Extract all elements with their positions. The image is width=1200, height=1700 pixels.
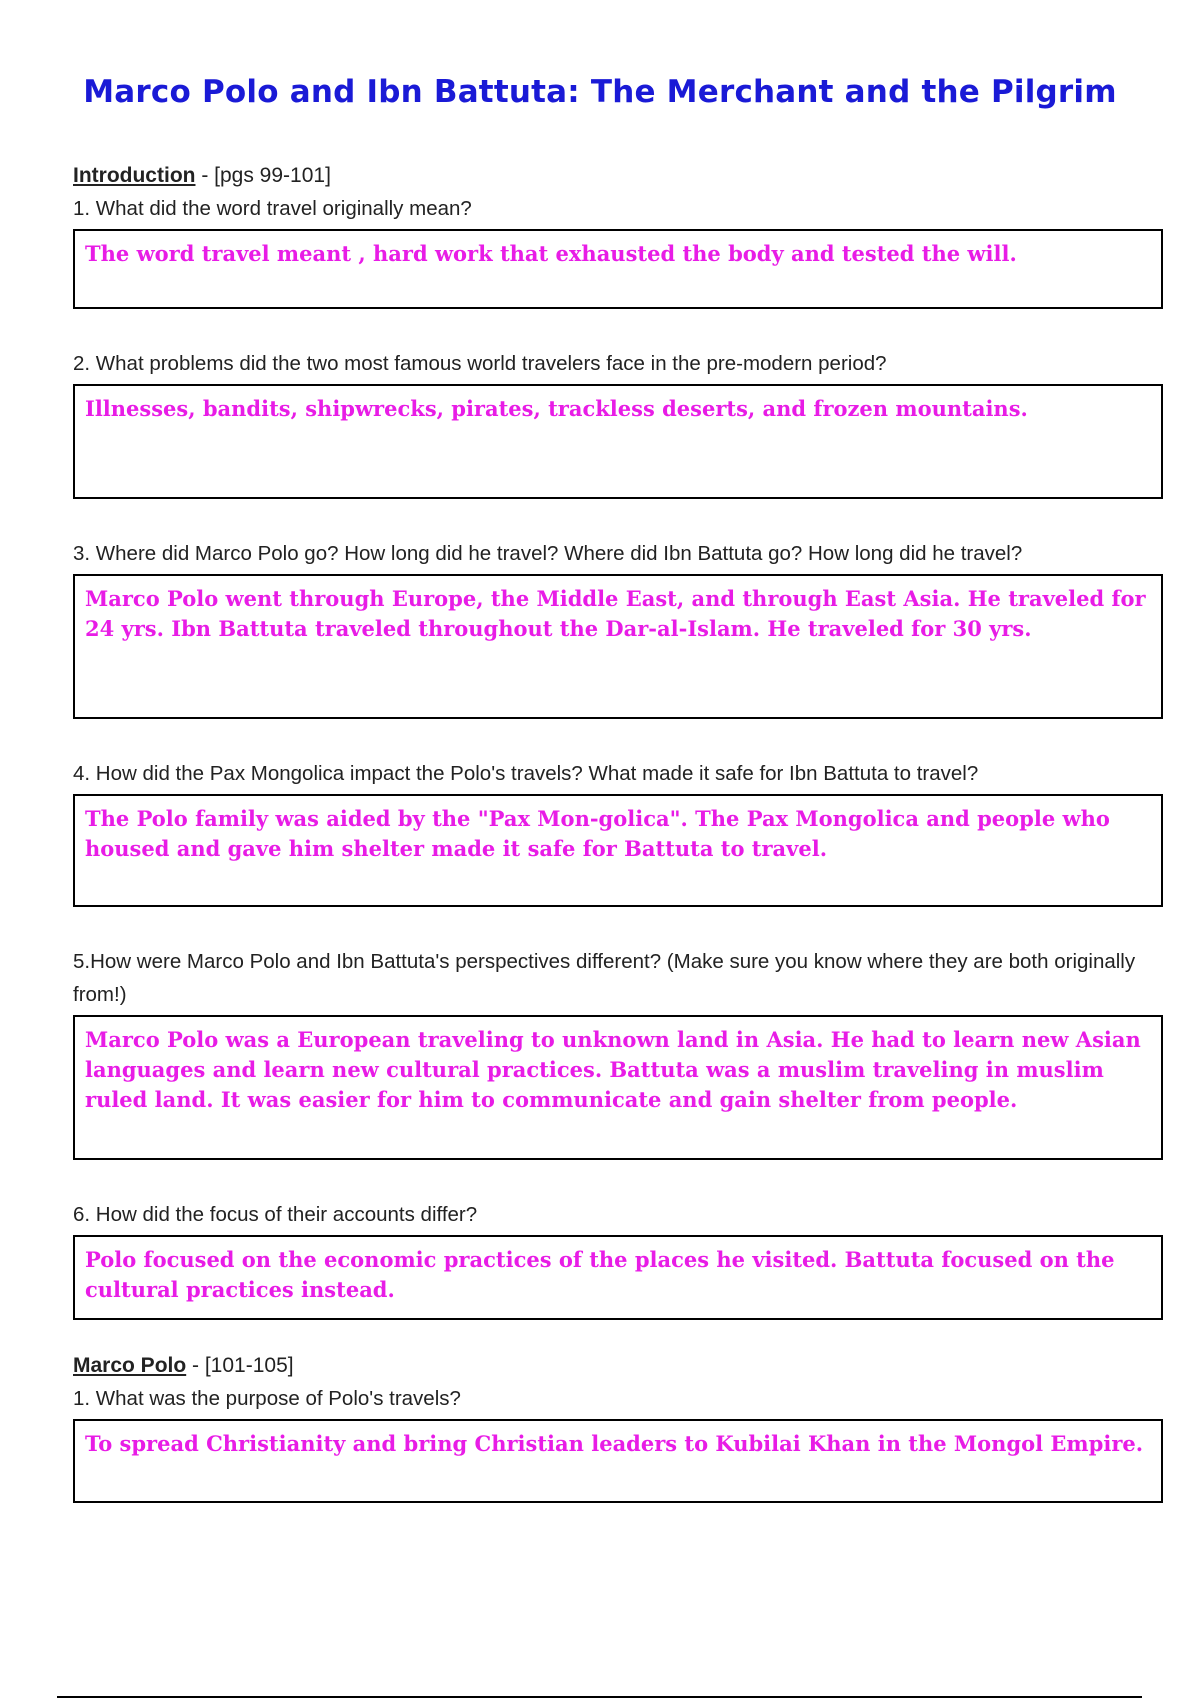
worksheet-content [73, 160, 1163, 1503]
question-block-intro-6 [73, 1198, 1163, 1320]
answer-box[interactable]: The Polo family was aided by the "Pax Mon-golica". The Pax Mongolica and people who housed and gave him shelter made it safe for Battuta to travel. [73, 794, 1163, 907]
question-block-intro-1 [73, 192, 1163, 309]
question-block-intro-4 [73, 757, 1163, 907]
question-text: 5.How were Marco Polo and Ibn Battuta's perspectives different? (Make sure you know where they are both originally from!) [73, 950, 1136, 1006]
question-text: 2. What problems did the two most famous world travelers face in the pre-modern period? [73, 352, 887, 375]
section-label: Introduction [73, 164, 196, 187]
answer-box[interactable]: Illnesses, bandits, shipwrecks, pirates, trackless deserts, and frozen mountains. [73, 384, 1163, 499]
answer-box[interactable]: To spread Christianity and bring Christian leaders to Kubilai Khan in the Mongol Empire. [73, 1419, 1163, 1503]
question-text: 1. What did the word travel originally mean? [73, 197, 472, 220]
answer-box[interactable]: Polo focused on the economic practices of the places he visited. Battuta focused on the cultural practices instead. [73, 1235, 1163, 1320]
section-pages: - [101-105] [186, 1354, 294, 1377]
answer-box[interactable]: Marco Polo was a European traveling to unknown land in Asia. He had to learn new Asian languages and learn new cultural practices. Battuta was a muslim traveling in muslim ruled land. It was easier for him to communicate and gain shelter from people. [73, 1015, 1163, 1160]
answer-box[interactable]: Marco Polo went through Europe, the Middle East, and through East Asia. He traveled for 24 yrs. Ibn Battuta traveled throughout the Dar-al-Islam. He traveled for 30 yrs. [73, 574, 1163, 719]
question-block-intro-3 [73, 537, 1163, 719]
section-heading-marco-polo [73, 1350, 1163, 1382]
page-title: Marco Polo and Ibn Battuta: The Merchant and the Pilgrim [83, 74, 1117, 110]
answer-box[interactable]: The word travel meant , hard work that exhausted the body and tested the will. [73, 229, 1163, 309]
section-label: Marco Polo [73, 1354, 187, 1377]
question-block-intro-2 [73, 347, 1163, 499]
question-block-intro-5 [73, 945, 1163, 1160]
section-heading-introduction [73, 160, 1163, 192]
question-text: 4. How did the Pax Mongolica impact the Polo's travels? What made it safe for Ibn Battuta to travel? [73, 762, 979, 785]
question-text: 1. What was the purpose of Polo's travels? [73, 1387, 461, 1410]
footer-divider [57, 1696, 1142, 1698]
question-text: 6. How did the focus of their accounts differ? [73, 1203, 478, 1226]
section-pages: - [pgs 99-101] [195, 164, 331, 187]
question-text: 3. Where did Marco Polo go? How long did he travel? Where did Ibn Battuta go? How long did he travel? [73, 542, 1023, 565]
question-block-polo-1 [73, 1382, 1163, 1503]
